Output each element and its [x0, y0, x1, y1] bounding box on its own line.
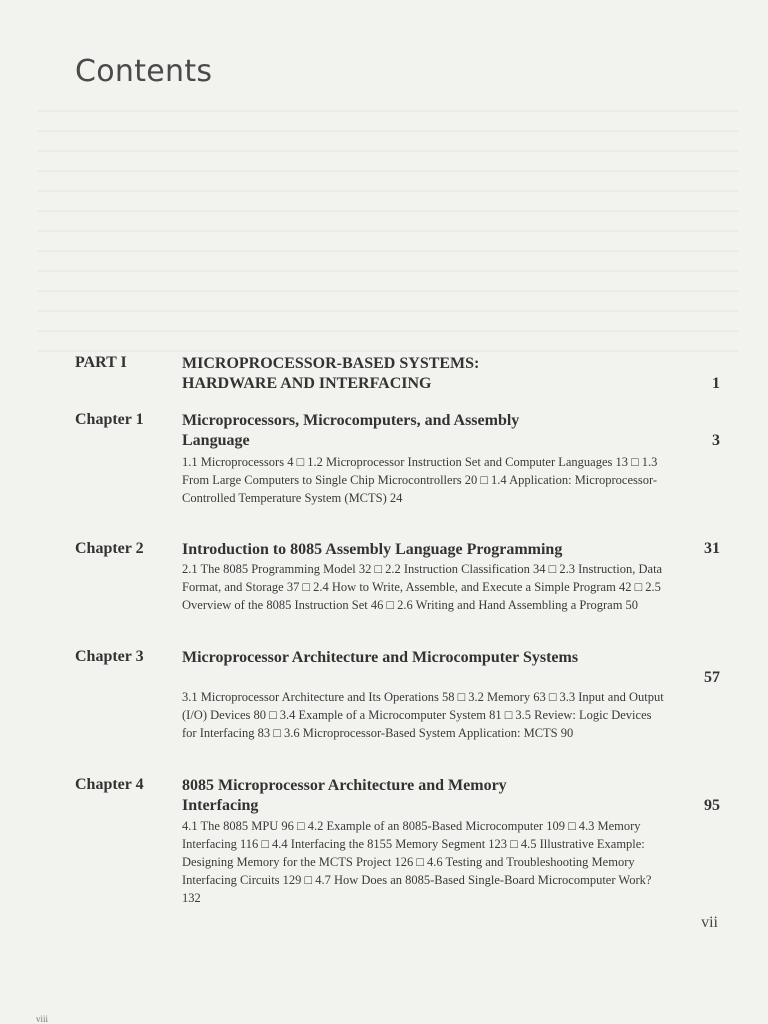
- entry-page-number: 1: [712, 375, 720, 392]
- entry-page-number: 95: [704, 797, 720, 814]
- entry-sections: 4.1 The 8085 MPU 96 □ 4.2 Example of an 8085-Based Microcomputer 109 □ 4.3 Memory Interfacing 116 □ 4.4 Interfacing the 8155 Memory Segment 123 □ 4.5 Illustrative Example: Designing Memory for the MCTS Project 126 □ 4.6 Testing and Troubleshooting Memory Interfacing Circuits 129 □ 4.7 How Does an 8085-Based Single-Board Microcomputer Work? 132: [182, 819, 652, 905]
- toc-entry-chapter-4[interactable]: [75, 776, 720, 911]
- toc-entry-chapter-1[interactable]: [75, 411, 720, 526]
- entry-page-number: 57: [704, 669, 720, 686]
- toc-entry-chapter-3[interactable]: [75, 648, 720, 763]
- entry-label: Chapter 2: [75, 540, 144, 557]
- entry-label: Chapter 3: [75, 648, 144, 665]
- entry-sections: 3.1 Microprocessor Architecture and Its Operations 58 □ 3.2 Memory 63 □ 3.3 Input and Output (I/O) Devices 80 □ 3.4 Example of a Microcomputer System 81 □ 3.5 Review: Logic Devices for Interfacing 83 □ 3.6 Microprocessor-Based System Application: MCTS 90: [182, 690, 664, 740]
- toc-entry-part-1[interactable]: [75, 354, 720, 396]
- toc-entry-chapter-2[interactable]: [75, 540, 720, 635]
- page-number: vii: [701, 914, 718, 931]
- bleed-through: [38, 110, 738, 360]
- entry-page-number: 3: [712, 432, 720, 449]
- entry-label: Chapter 4: [75, 776, 144, 793]
- entry-title: MICROPROCESSOR-BASED SYSTEMS: HARDWARE AND INTERFACING: [182, 355, 480, 392]
- entry-title: Microprocessor Architecture and Microcomputer Systems: [182, 649, 579, 666]
- facing-page-mark: viii: [36, 1014, 49, 1024]
- entry-label: Chapter 1: [75, 411, 144, 428]
- entry-title: 8085 Microprocessor Architecture and Memory Interfacing: [182, 777, 507, 814]
- entry-title: Microprocessors, Microcomputers, and Assembly Language: [182, 412, 520, 449]
- entry-label: PART I: [75, 354, 127, 371]
- entry-sections: 2.1 The 8085 Programming Model 32 □ 2.2 Instruction Classification 34 □ 2.3 Instruction, Data Format, and Storage 37 □ 2.4 How to Write, Assemble, and Execute a Simple Program 42 □ 2.5 Overview of the 8085 Instruction Set 46 □ 2.6 Writing and Hand Assembling a Program 50: [182, 562, 663, 612]
- page-title: Contents: [75, 54, 213, 89]
- entry-title: Introduction to 8085 Assembly Language Programming: [182, 541, 563, 558]
- entry-page-number: 31: [704, 540, 720, 557]
- entry-sections: 1.1 Microprocessors 4 □ 1.2 Microprocessor Instruction Set and Computer Languages 13 □ 1.3 From Large Computers to Single Chip Microcontrollers 20 □ 1.4 Application: Microprocessor-Controlled Temperature System (MCTS) 24: [182, 455, 658, 505]
